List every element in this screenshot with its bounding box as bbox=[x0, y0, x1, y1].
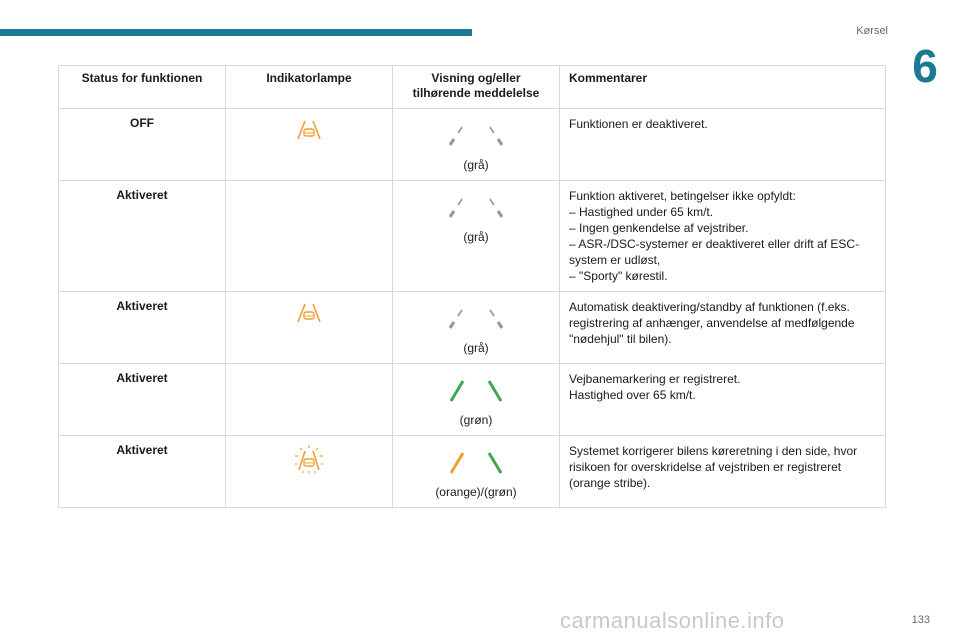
comment-line: Automatisk deaktivering/standby af funktionen (f.eks. registrering af anhænger, anvendelse af medfølgende "nødehjul" til bilen). bbox=[569, 300, 855, 346]
table-row bbox=[59, 292, 886, 364]
comment-line: Hastighed over 65 km/t. bbox=[569, 388, 696, 402]
lane-warning-lamp-icon bbox=[294, 300, 324, 329]
display-cell bbox=[393, 109, 560, 181]
page-number: 133 bbox=[911, 614, 930, 626]
lane-warning-lamp-flashing-icon bbox=[292, 444, 326, 477]
status-cell: Aktiveret bbox=[59, 181, 226, 292]
comments-cell bbox=[560, 364, 886, 436]
table-header-row bbox=[59, 66, 886, 109]
display-caption: (grå) bbox=[463, 158, 489, 172]
header-comments: Kommentarer bbox=[560, 66, 886, 109]
lanes-green-icon bbox=[444, 378, 508, 407]
comment-line: Vejbanemarkering er registreret. bbox=[569, 372, 741, 386]
comments-cell bbox=[560, 436, 886, 508]
status-cell: Aktiveret bbox=[59, 364, 226, 436]
comment-line: Funktionen er deaktiveret. bbox=[569, 117, 708, 131]
comment-line: – Hastighed under 65 km/t. bbox=[569, 205, 714, 219]
display-cell bbox=[393, 292, 560, 364]
display-caption: (grå) bbox=[463, 341, 489, 355]
watermark: carmanualsonline.info bbox=[560, 608, 785, 633]
lanes-grey-icon bbox=[444, 123, 508, 152]
header-accent-bar bbox=[0, 29, 472, 36]
display-cell bbox=[393, 436, 560, 508]
display-caption: (orange)/(grøn) bbox=[435, 485, 517, 499]
comment-line: Systemet korrigerer bilens køreretning i den side, hvor risikoen for overskridelse af vejstriben er registreret (orange stribe). bbox=[569, 444, 858, 490]
display-caption: (grøn) bbox=[459, 413, 493, 427]
status-cell: OFF bbox=[59, 109, 226, 181]
status-cell: Aktiveret bbox=[59, 292, 226, 364]
indicator-cell bbox=[226, 292, 393, 364]
table-row bbox=[59, 109, 886, 181]
table-row bbox=[59, 181, 886, 292]
section-title: Kørsel bbox=[856, 25, 888, 37]
comment-line: – "Sporty" kørestil. bbox=[569, 269, 668, 283]
indicator-cell bbox=[226, 364, 393, 436]
lanes-orange-green-icon bbox=[444, 450, 508, 479]
indicator-cell bbox=[226, 109, 393, 181]
header-indicator: Indikatorlampe bbox=[226, 66, 393, 109]
chapter-number: 6 bbox=[912, 40, 938, 92]
lanes-grey-icon bbox=[444, 306, 508, 335]
comments-cell bbox=[560, 181, 886, 292]
lane-warning-lamp-icon bbox=[294, 117, 324, 146]
display-cell bbox=[393, 181, 560, 292]
table-row bbox=[59, 436, 886, 508]
comments-cell bbox=[560, 109, 886, 181]
status-cell: Aktiveret bbox=[59, 436, 226, 508]
comments-cell bbox=[560, 292, 886, 364]
comment-line: Funktion aktiveret, betingelser ikke opfyldt: bbox=[569, 189, 796, 203]
comment-line: – Ingen genkendelse af vejstriber. bbox=[569, 221, 749, 235]
comment-line: – ASR-/DSC-systemer er deaktiveret eller drift af ESC-system er udløst, bbox=[569, 237, 860, 267]
display-caption: (grå) bbox=[463, 230, 489, 244]
table-row bbox=[59, 364, 886, 436]
header-status: Status for funktionen bbox=[59, 66, 226, 109]
lane-assist-status-table bbox=[58, 65, 886, 508]
indicator-cell bbox=[226, 436, 393, 508]
indicator-cell bbox=[226, 181, 393, 292]
lanes-grey-icon bbox=[444, 195, 508, 224]
header-display: Visning og/eller tilhørende meddelelse bbox=[393, 66, 560, 109]
display-cell bbox=[393, 364, 560, 436]
